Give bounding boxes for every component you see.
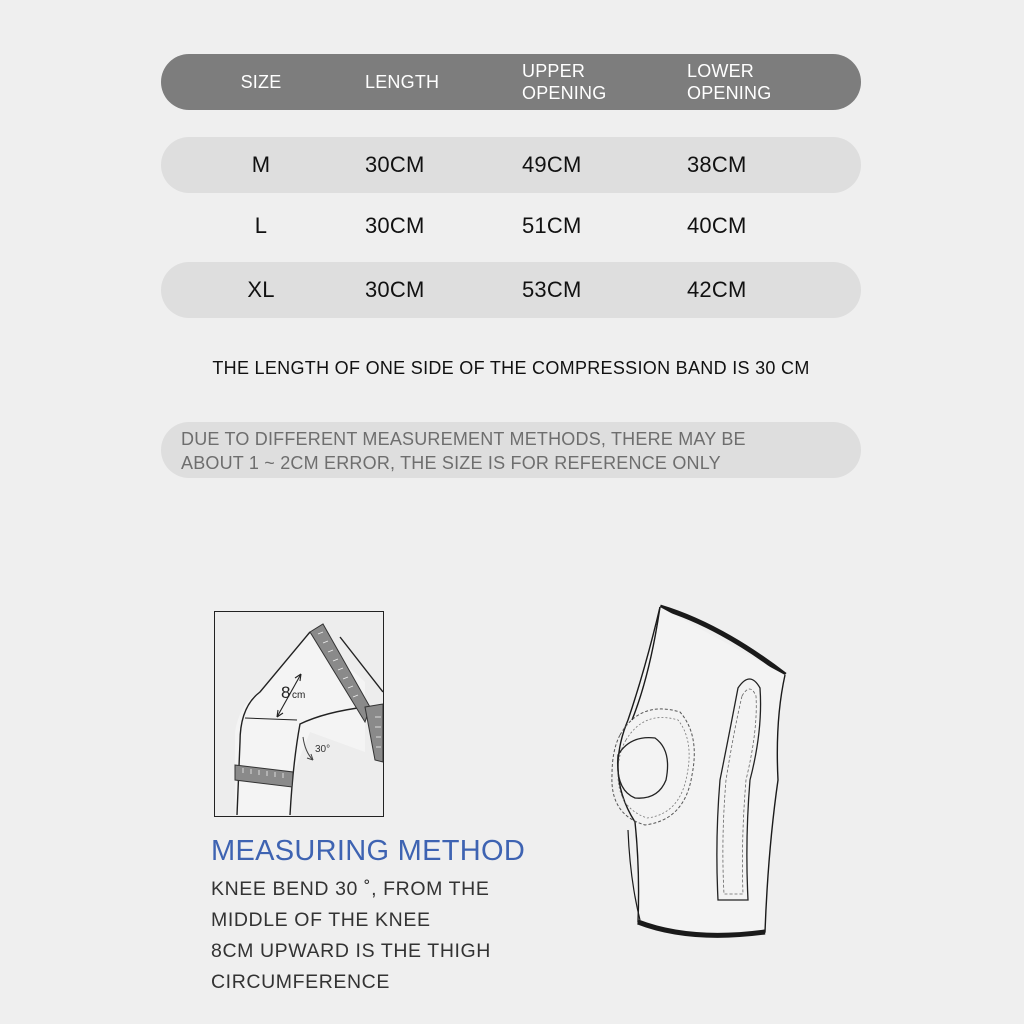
header-size: SIZE xyxy=(240,72,282,92)
cell-upper: 53CM xyxy=(522,277,582,302)
method-line: MIDDLE OF THE KNEE xyxy=(211,909,431,931)
cell-lower: 38CM xyxy=(687,152,747,177)
table-row xyxy=(161,198,861,254)
distance-label: 8 xyxy=(281,683,291,702)
cell-upper: 49CM xyxy=(522,152,582,177)
table-row xyxy=(161,137,861,193)
disclaimer-text: DUE TO DIFFERENT MEASUREMENT METHODS, THERE MAY BE ABOUT 1 ~ 2CM ERROR, THE SIZE IS FOR REFERENCE ONLY xyxy=(181,429,746,473)
knee-measure-illustration xyxy=(214,611,384,817)
compression-band-note: THE LENGTH OF ONE SIDE OF THE COMPRESSION BAND IS 30 CM xyxy=(212,358,810,378)
header-length: LENGTH xyxy=(365,72,440,92)
header-upper-opening: UPPER OPENING xyxy=(522,61,607,103)
cell-size: XL xyxy=(247,277,275,302)
cell-size: L xyxy=(254,213,268,238)
distance-unit: cm xyxy=(292,690,306,701)
cell-upper: 51CM xyxy=(522,213,582,238)
cell-length: 30CM xyxy=(365,277,425,302)
method-line: CIRCUMFERENCE xyxy=(211,971,390,993)
measuring-method-title: MEASURING METHOD xyxy=(211,835,526,867)
header-lower-opening: LOWER OPENING xyxy=(687,61,772,103)
cell-size: M xyxy=(251,152,271,177)
measuring-method-text xyxy=(211,874,571,998)
cell-lower: 42CM xyxy=(687,277,747,302)
table-row xyxy=(161,262,861,318)
cell-length: 30CM xyxy=(365,213,425,238)
knee-leg-drawing xyxy=(215,612,383,815)
method-line: KNEE BEND 30 ˚, FROM THE xyxy=(211,878,490,900)
size-table-header xyxy=(161,54,861,110)
angle-label: 30° xyxy=(315,744,331,755)
knee-brace-image xyxy=(600,600,800,940)
method-line: 8CM UPWARD IS THE THIGH xyxy=(211,940,491,962)
cell-length: 30CM xyxy=(365,152,425,177)
disclaimer-box xyxy=(161,422,861,478)
cell-lower: 40CM xyxy=(687,213,747,238)
